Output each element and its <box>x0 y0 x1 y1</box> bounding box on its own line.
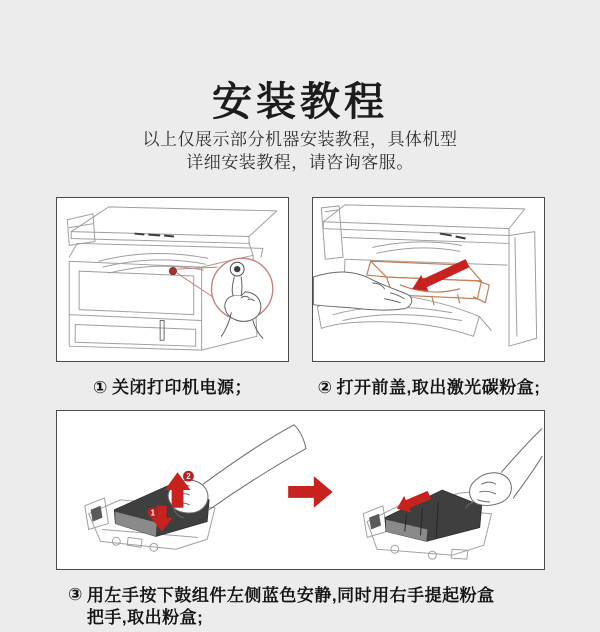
step3-illustration-panel <box>56 410 545 570</box>
power-button-callout <box>169 258 272 338</box>
step1-illustration-panel <box>56 197 289 362</box>
lift-up-badge <box>183 471 194 482</box>
step2-caption <box>300 373 558 398</box>
step3-text <box>87 585 495 629</box>
step1-text: 关闭打印机电源； <box>111 378 252 397</box>
step3-caption <box>68 585 548 629</box>
cartridge-removal-illustration <box>57 411 544 569</box>
drum-end-block <box>91 506 103 522</box>
step3-number: ③ <box>68 585 83 604</box>
step3-text-line1: 用左手按下鼓组件左侧蓝色安静,同时用右手提起粉盒 <box>86 586 495 605</box>
paper-stack-marks <box>440 234 466 239</box>
printer-power-off-illustration <box>57 198 288 361</box>
page-title: 安装教程 <box>212 80 388 124</box>
subtitle <box>0 128 600 174</box>
power-button-dot <box>169 268 176 275</box>
step2-text: 打开前盖,取出激光碳粉盒; <box>336 378 541 397</box>
subtitle-line2: 详细安装教程，请咨询客服。 <box>186 153 414 172</box>
step3-text-line2: 把手,取出粉盒; <box>86 608 204 627</box>
svg-text:2: 2 <box>186 472 191 482</box>
step1-caption <box>56 373 289 398</box>
next-step-arrow-icon <box>288 476 332 508</box>
subtitle-line1: 以上仅展示部分机器安装教程，具体机型 <box>142 130 458 149</box>
drum-end-block-right <box>369 514 381 530</box>
printer-open-cover-illustration <box>313 198 544 361</box>
step1-number: ① <box>93 378 108 397</box>
svg-text:1: 1 <box>150 508 156 518</box>
right-hand-icon <box>466 429 542 508</box>
step2-illustration-panel <box>312 197 545 362</box>
press-down-badge <box>147 507 158 518</box>
power-button-icon <box>230 262 244 276</box>
step2-number: ② <box>317 378 333 397</box>
